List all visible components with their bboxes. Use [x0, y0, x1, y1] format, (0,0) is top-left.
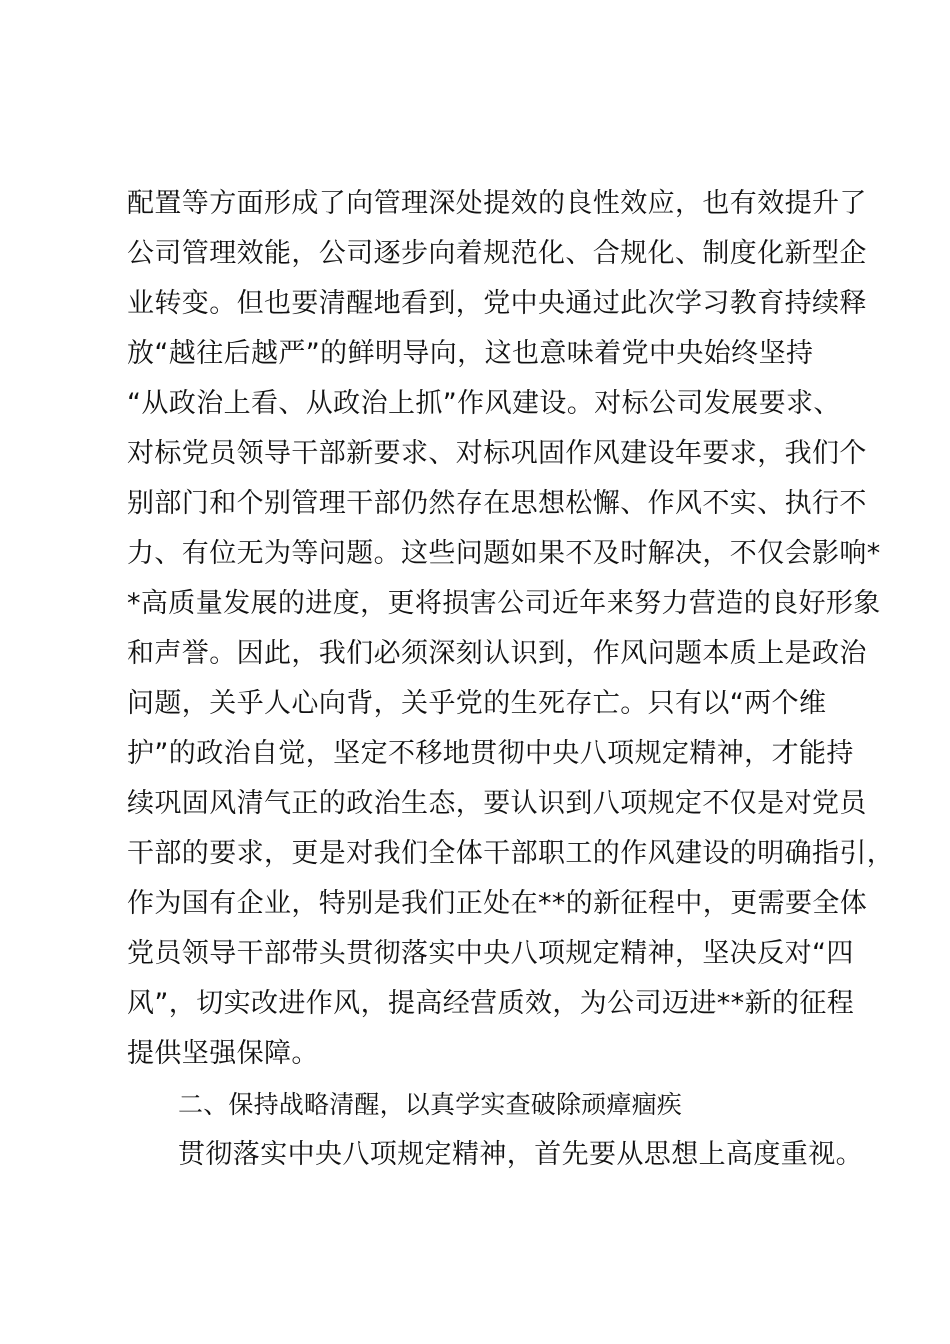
body-line: 对标党员领导干部新要求、对标巩固作风建设年要求，我们个: [127, 438, 867, 469]
body-line: 干部的要求，更是对我们全体干部职工的作风建设的明确指引，: [127, 838, 895, 869]
body-line: 别部门和个别管理干部仍然存在思想松懈、作风不实、执行不: [127, 488, 867, 519]
body-line: 公司管理效能，公司逐步向着规范化、合规化、制度化新型企: [127, 238, 867, 269]
body-line: 护”的政治自觉，坚定不移地贯彻中央八项规定精神，才能持: [127, 738, 854, 769]
body-line: 作为国有企业，特别是我们正处在**的新征程中，更需要全体: [127, 888, 868, 919]
body-line: 贯彻落实中央八项规定精神，首先要从思想上高度重视。: [178, 1139, 863, 1170]
body-line: “从政治上看、从政治上抓”作风建设。对标公司发展要求、: [127, 388, 841, 419]
body-line: 业转变。但也要清醒地看到，党中央通过此次学习教育持续释: [127, 288, 867, 319]
body-line: 和声誉。因此，我们必须深刻认识到，作风问题本质上是政治: [127, 638, 867, 669]
body-line: 党员领导干部带头贯彻落实中央八项规定精神，坚决反对“四: [127, 938, 854, 969]
body-line: 续巩固风清气正的政治生态，要认识到八项规定不仅是对党员: [127, 788, 867, 819]
body-line: 风”，切实改进作风，提高经营质效，为公司迈进**新的征程: [127, 988, 855, 1019]
body-line: 力、有位无为等问题。这些问题如果不及时解决，不仅会影响*: [127, 538, 881, 569]
body-line: *高质量发展的进度，更将损害公司近年来努力营造的良好形象: [127, 588, 881, 619]
body-line: 问题，关乎人心向背，关乎党的生死存亡。只有以“两个维: [127, 688, 827, 719]
body-line: 提供坚强保障。: [127, 1038, 319, 1069]
section-heading: 二、保持战略清醒，以真学实查破除顽瘴痼疾: [178, 1090, 683, 1119]
body-line: 配置等方面形成了向管理深处提效的良性效应，也有效提升了: [127, 188, 867, 219]
body-line: 放“越往后越严”的鲜明导向，这也意味着党中央始终坚持: [127, 338, 814, 369]
